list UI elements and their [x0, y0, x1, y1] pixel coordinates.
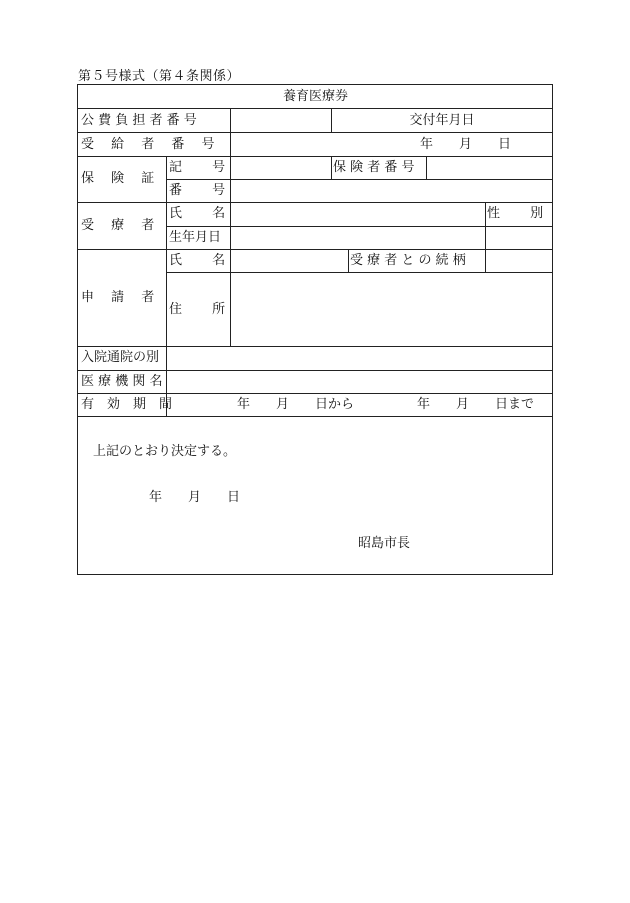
col-divider: [348, 249, 349, 272]
row-divider: [78, 202, 553, 203]
form-title: 養育医療券: [282, 89, 348, 104]
period-to: 年 月 日まで: [417, 397, 535, 412]
period-from: 年 月 日から: [237, 397, 355, 412]
col-divider: [166, 156, 167, 346]
row-divider: [78, 370, 553, 371]
row-divider: [166, 272, 553, 273]
col-divider: [331, 156, 332, 179]
col-divider: [230, 108, 231, 156]
inpatient-outpatient-label: 入院通院の別: [81, 350, 160, 365]
insurer-number-label: 保 険 者 番 号: [333, 160, 415, 175]
row-divider: [78, 249, 553, 250]
issue-date-format: 年 月 日: [420, 137, 512, 152]
row-divider: [78, 156, 553, 157]
patient-label: 受 療 者: [81, 218, 155, 233]
address-label: 住 所: [169, 302, 226, 317]
applicant-name-label: 氏 名: [169, 253, 226, 268]
gender-label: 性 別: [487, 206, 544, 221]
patient-name-label: 氏 名: [169, 206, 226, 221]
row-divider: [166, 226, 553, 227]
row-divider: [166, 179, 553, 180]
issue-date-label: 交付年月日: [409, 113, 475, 128]
decision-date: 年 月 日: [149, 490, 241, 505]
col-divider: [230, 156, 231, 346]
row-divider: [78, 416, 553, 417]
col-divider: [485, 249, 486, 272]
col-divider: [426, 156, 427, 179]
row-divider: [78, 346, 553, 347]
number-label: 番 号: [169, 183, 226, 198]
row-divider: [78, 132, 553, 133]
medical-institution-label: 医 療 機 関 名: [81, 374, 163, 389]
issuer: 昭島市長: [358, 536, 411, 551]
medical-care-voucher-form: [77, 84, 553, 575]
insurance-card-label: 保 険 証: [81, 171, 155, 186]
public-payer-number-label: 公 費 負 担 者 番 号: [81, 113, 197, 128]
birth-date-label: 生年月日: [169, 230, 222, 245]
form-number: 第５号様式（第４条関係）: [78, 69, 241, 84]
relation-label: 受 療 者 と の 続 柄: [350, 253, 466, 268]
recipient-number-label: 受 給 者 番 号: [81, 137, 215, 152]
row-divider: [78, 108, 553, 109]
col-divider: [485, 202, 486, 249]
validity-period-label: 有 効 期 間: [81, 397, 173, 412]
symbol-label: 記 号: [169, 160, 226, 175]
row-divider: [78, 393, 553, 394]
decision-statement: 上記のとおり決定する。: [93, 444, 237, 459]
applicant-label: 申 請 者: [81, 290, 155, 305]
